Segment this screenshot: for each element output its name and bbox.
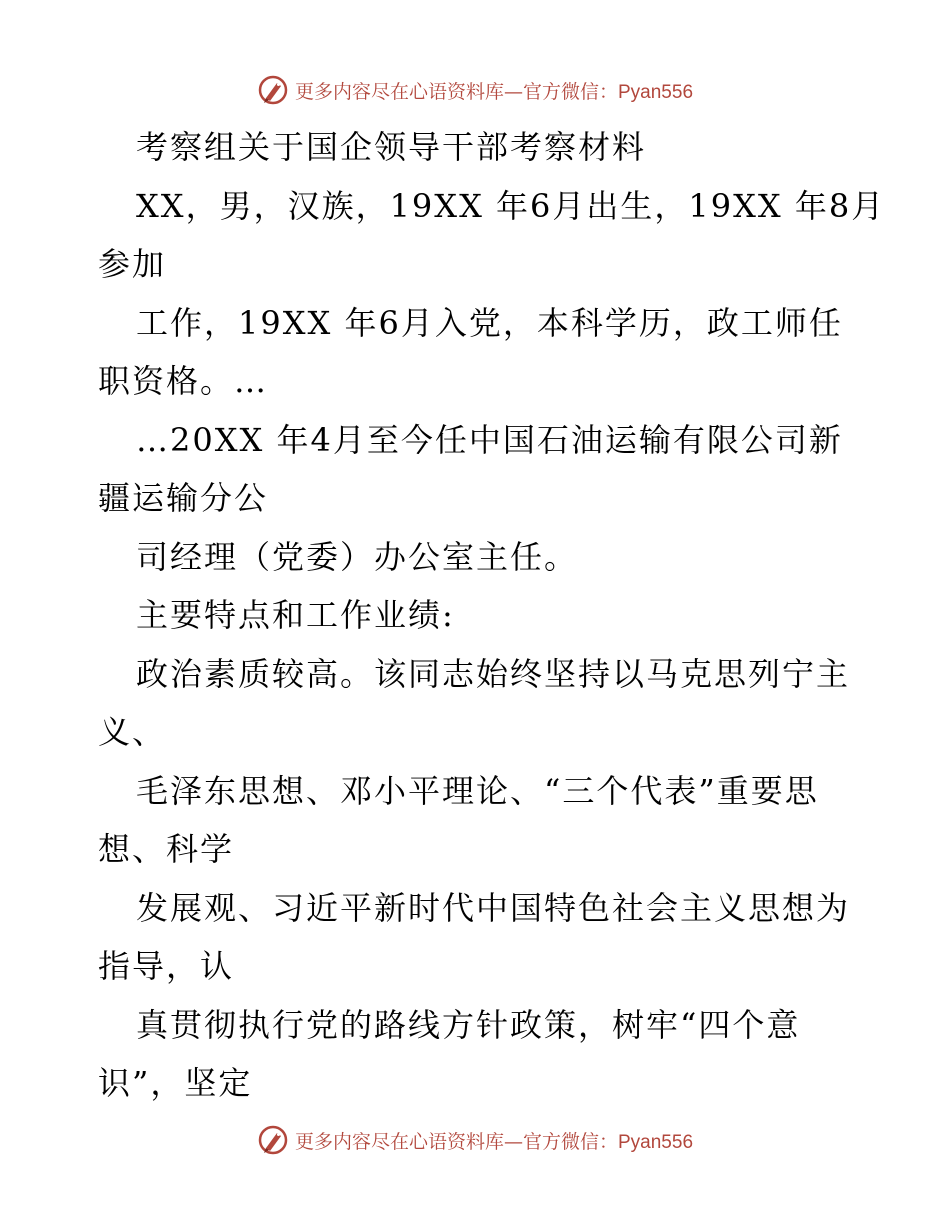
section-heading: 主要特点和工作业绩: [136,596,455,634]
paragraph-line: 发展观、习近平新时代中国特色社会主义思想为 [136,888,851,927]
paragraph-line: …20XX 年4月至今任中国石油运输有限公司新 [136,420,843,459]
paragraph-line: 指导，认 [98,947,235,985]
watermark-text: 更多内容尽在心语资料库—官方微信：Pyan556 [294,1130,694,1153]
paragraph-line: 政治素质较高。该同志始终坚持以马克思列宁主 [136,654,851,693]
wechat-id: Pyan556 [618,1131,694,1153]
paragraph-line: 识”，坚定 [98,1064,253,1102]
paragraph-line: 义、 [98,713,167,751]
paragraph-line: 真贯彻执行党的路线方针政策，树牢“四个意 [136,1005,801,1044]
paragraph-line: 工作，19XX 年6月入党，本科学历，政工师任 [136,303,843,342]
header-watermark-banner [0,70,950,110]
footer-watermark-banner [0,1120,950,1160]
paragraph-line: 毛泽东思想、邓小平理论、“三个代表”重要思 [136,771,819,810]
paragraph-line: 职资格。… [98,362,269,400]
paragraph-line: 疆运输分公 [98,479,269,517]
paragraph-line: 参加 [98,245,167,283]
paragraph-line: 司经理（党委）办公室主任。 [136,537,579,576]
pen-logo-icon [257,1124,289,1156]
paragraph-line: XX，男，汉族，19XX 年6月出生，19XX 年8月 [136,186,886,225]
wechat-id: Pyan556 [618,81,694,103]
document-body [98,118,886,1113]
pen-logo-icon [257,74,289,106]
document-title: 考察组关于国企领导干部考察材料 [136,128,647,166]
paragraph-line: 想、科学 [98,830,235,868]
watermark-text: 更多内容尽在心语资料库—官方微信：Pyan556 [294,80,694,103]
